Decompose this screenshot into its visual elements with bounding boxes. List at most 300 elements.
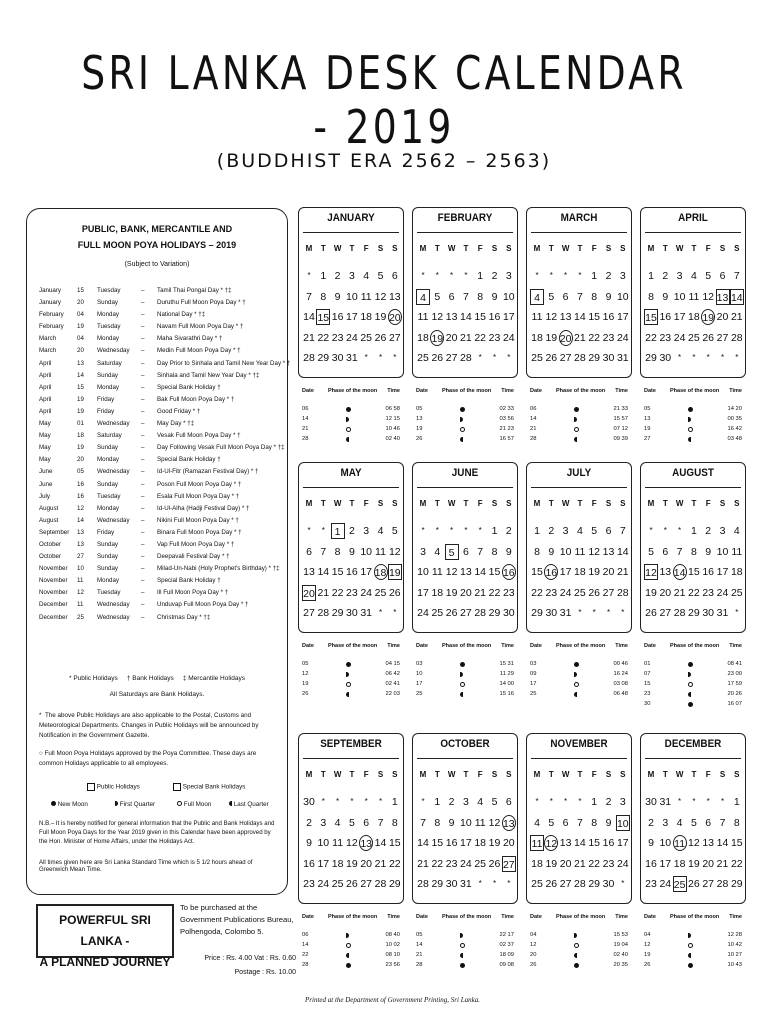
- weekday-label: F: [363, 770, 369, 779]
- weekday-label: T: [691, 770, 697, 779]
- weekday-label: W: [561, 244, 570, 253]
- weekday-header: [530, 770, 630, 782]
- moon-time: 16 42: [727, 426, 742, 432]
- empty-day: *: [649, 526, 653, 535]
- holiday-weekday: Tuesday: [97, 323, 121, 331]
- day-cell: 14: [474, 566, 487, 578]
- holiday-month: July: [39, 492, 51, 500]
- holiday-row: [39, 563, 284, 575]
- moon-date: 12: [530, 942, 537, 948]
- holiday-dash: –: [141, 347, 145, 355]
- day-cell: 15: [588, 837, 601, 849]
- weekday-label: S: [392, 244, 398, 253]
- full-moon-icon: [346, 943, 351, 948]
- day-cell: 28: [574, 878, 586, 890]
- holiday-dash: –: [141, 299, 145, 307]
- holiday-day: 01: [77, 420, 84, 428]
- slogan-box: [36, 904, 174, 969]
- day-cell: 26: [445, 607, 458, 619]
- purchase-info: To be purchased at the Government Publications Bureau, Polhengoda, Colombo 5.: [180, 903, 294, 936]
- moon-date: 14: [302, 942, 309, 948]
- moon-time: 15 16: [499, 691, 514, 697]
- empty-day: *: [549, 271, 553, 280]
- day-cell: 20: [659, 586, 672, 599]
- empty-day: *: [478, 526, 482, 535]
- day-cell: 4: [477, 796, 484, 808]
- holiday-row: [39, 515, 284, 527]
- moon-date-header: Date: [644, 643, 656, 649]
- day-cell: 17: [673, 311, 686, 323]
- weekday-label: M: [419, 499, 427, 508]
- moon-date: 20: [530, 952, 537, 958]
- weekday-header: [416, 770, 516, 782]
- holiday-day: 27: [77, 553, 84, 561]
- moon-date: 28: [302, 962, 309, 968]
- day-cell: 5: [434, 290, 441, 303]
- day-cell: 16: [602, 837, 615, 849]
- day-cell: 27: [559, 352, 572, 364]
- moon-date: 21: [530, 426, 537, 432]
- day-grid: [530, 794, 630, 894]
- moon-time-header: Time: [501, 388, 514, 394]
- moon-date: 30: [644, 701, 651, 707]
- moon-time: 08 41: [727, 661, 742, 667]
- day-cell: 15: [474, 311, 487, 323]
- moon-time: 02 40: [613, 952, 628, 958]
- day-cell: 27: [303, 607, 315, 619]
- day-cell: 15: [316, 309, 330, 325]
- day-cell: 22: [431, 857, 444, 870]
- day-cell: 1: [690, 525, 697, 537]
- weekday-label: T: [463, 499, 469, 508]
- empty-day: *: [578, 797, 582, 806]
- day-cell: 13: [659, 566, 672, 578]
- day-cell: 7: [576, 290, 583, 303]
- day-cell: 29: [688, 607, 700, 619]
- day-cell: 27: [502, 856, 516, 872]
- weekday-label: M: [305, 499, 313, 508]
- day-cell: 13: [716, 289, 730, 305]
- day-cell: 2: [705, 525, 712, 537]
- moon-date: 28: [530, 436, 537, 442]
- price-line: Price : Rs. 4.00 Vat : Rs. 0.60: [204, 955, 296, 962]
- new-moon-icon: [688, 963, 693, 968]
- day-cell: 24: [616, 857, 629, 870]
- legend-full-moon: Full Moon: [177, 801, 211, 808]
- day-cell: 11: [417, 311, 429, 323]
- day-cell: 11: [474, 816, 486, 829]
- day-cell: 11: [375, 545, 386, 558]
- weekday-label: F: [705, 770, 711, 779]
- holiday-dash: –: [141, 516, 145, 524]
- day-cell: 1: [591, 796, 598, 808]
- holiday-weekday: Wednesday: [97, 516, 130, 524]
- month-name: APRIL: [678, 212, 708, 224]
- holiday-day: 14: [77, 371, 84, 379]
- day-cell: 23: [488, 331, 501, 344]
- empty-day: *: [336, 797, 340, 806]
- holiday-row: [39, 442, 284, 454]
- day-cell: 14: [374, 837, 387, 849]
- day-cell: 5: [377, 270, 384, 282]
- moon-date-header: Date: [416, 388, 428, 394]
- moon-time: 22 03: [385, 691, 400, 697]
- day-cell: 26: [374, 331, 387, 344]
- weekday-header: [302, 244, 402, 256]
- month-card: [526, 733, 632, 904]
- day-cell: 12: [545, 311, 558, 323]
- holiday-dash: –: [141, 311, 145, 319]
- day-cell: 24: [417, 607, 429, 619]
- day-cell: 17: [417, 586, 429, 599]
- weekday-header: [644, 244, 744, 256]
- weekday-label: M: [305, 770, 313, 779]
- day-cell: 3: [562, 525, 569, 537]
- moon-date-header: Date: [530, 914, 542, 920]
- new-moon-icon: [574, 407, 579, 412]
- holiday-month: April: [39, 359, 52, 367]
- moon-date: 14: [302, 416, 309, 422]
- day-cell: 4: [416, 289, 430, 305]
- moon-time: 10 43: [727, 962, 742, 968]
- day-cell: 26: [388, 586, 401, 599]
- day-cell: 29: [331, 607, 344, 619]
- holiday-dash: –: [141, 528, 145, 536]
- empty-day: *: [421, 526, 425, 535]
- day-cell: 17: [559, 566, 572, 578]
- day-cell: 4: [576, 525, 583, 537]
- day-cell: 6: [363, 816, 370, 829]
- day-cell: 15: [588, 311, 601, 323]
- holiday-month: August: [39, 516, 59, 524]
- legend-bank: † Bank Holidays: [126, 675, 174, 682]
- weekday-label: M: [533, 770, 541, 779]
- empty-day: *: [421, 271, 425, 280]
- moon-date: 19: [644, 426, 651, 432]
- day-cell: 17: [716, 566, 729, 578]
- last-moon-icon: [460, 437, 463, 442]
- day-cell: 30: [303, 796, 315, 808]
- holiday-name: Vesak Full Moon Poya Day * †: [157, 432, 241, 440]
- empty-day: *: [450, 526, 454, 535]
- empty-day: *: [378, 797, 383, 806]
- empty-day: *: [378, 608, 383, 617]
- weekday-label: S: [392, 499, 398, 508]
- day-cell: 12: [388, 545, 401, 558]
- holiday-weekday: Monday: [97, 335, 120, 343]
- day-cell: 23: [659, 331, 672, 344]
- day-cell: 1: [648, 270, 654, 282]
- empty-day: *: [492, 879, 497, 888]
- weekday-label: T: [320, 499, 326, 508]
- holiday-dash: –: [141, 420, 145, 428]
- day-cell: 15: [644, 309, 658, 325]
- moon-time: 06 48: [613, 691, 628, 697]
- holiday-month: October: [39, 540, 62, 548]
- holiday-day: 15: [77, 287, 84, 294]
- printer-credit: Printed at the Department of Government Printing, Sri Lanka.: [305, 996, 480, 1004]
- day-cell: 6: [605, 525, 612, 537]
- page-subtitle: (BUDDHIST ERA 2562 – 2563): [216, 150, 552, 172]
- day-cell: 10: [616, 290, 629, 303]
- day-cell: 8: [591, 816, 598, 829]
- new-moon-icon: [460, 963, 465, 968]
- day-cell: 10: [460, 816, 472, 829]
- day-cell: 13: [602, 545, 615, 558]
- empty-day: *: [435, 271, 439, 280]
- day-cell: 5: [548, 290, 555, 303]
- day-cell: 28: [673, 607, 686, 619]
- day-cell: 30: [346, 607, 358, 619]
- note-public: * The above Public Holidays are also applicable to the Postal, Customs and Meteorological Departments. Changes in Public Holidays will be announced by Notification in the Government Gazette.: [39, 712, 259, 739]
- moon-date: 26: [644, 962, 651, 968]
- moon-date: 13: [416, 416, 423, 422]
- day-cell: 21: [574, 331, 586, 344]
- moon-phase-header: Phase of the moon: [328, 914, 378, 920]
- day-cell: 3: [348, 270, 355, 282]
- day-cell: 2: [448, 796, 455, 808]
- day-cell: 5: [348, 816, 355, 829]
- moon-time-header: Time: [729, 388, 742, 394]
- day-cell: 16: [346, 566, 358, 578]
- day-cell: 9: [605, 816, 612, 829]
- day-cell: 24: [559, 586, 572, 599]
- moon-phase-header: Phase of the moon: [556, 388, 606, 394]
- month-name: SEPTEMBER: [320, 738, 382, 750]
- day-cell: 16: [602, 311, 615, 323]
- month-card: [412, 207, 518, 378]
- day-cell: 24: [360, 586, 373, 599]
- day-cell: 3: [363, 525, 370, 537]
- first-moon-icon: [688, 417, 691, 422]
- holiday-list: [39, 285, 291, 624]
- empty-day: *: [478, 879, 482, 888]
- day-cell: 6: [448, 290, 455, 303]
- day-cell: 22: [331, 586, 344, 599]
- holiday-dash: –: [141, 565, 145, 573]
- holiday-month: November: [39, 565, 68, 573]
- day-cell: 20: [602, 566, 615, 578]
- last-moon-icon: [688, 437, 691, 442]
- weekday-label: F: [591, 770, 597, 779]
- month-name: DECEMBER: [664, 738, 722, 750]
- weekday-label: S: [719, 770, 726, 779]
- day-cell: 22: [588, 331, 601, 344]
- holiday-name: Esala Full Moon Poya Day * †: [157, 492, 240, 500]
- month-card: [640, 733, 746, 904]
- moon-date: 12: [302, 671, 309, 677]
- holiday-weekday: Sunday: [97, 480, 118, 488]
- day-cell: 13: [702, 837, 715, 849]
- empty-day: *: [549, 797, 553, 806]
- moon-date: 03: [416, 661, 423, 667]
- day-cell: 17: [360, 566, 373, 578]
- day-grid: [530, 523, 630, 623]
- weekday-label: F: [591, 499, 597, 508]
- note-poya: ○ Full Moon Poya Holidays approved by the Poya Committee. These days are common Holidays applicable to all employees.: [39, 750, 257, 767]
- holiday-name: Day Following Vesak Full Moon Poya Day * †‡: [157, 444, 285, 452]
- holiday-weekday: Saturday: [97, 359, 122, 367]
- month-card: [640, 207, 746, 378]
- empty-day: *: [478, 353, 482, 362]
- holiday-weekday: Sunday: [97, 299, 118, 307]
- full-moon-icon: [574, 943, 579, 948]
- day-cell: 26: [545, 878, 558, 890]
- day-cell: 13: [445, 311, 458, 323]
- day-cell: 9: [491, 290, 498, 303]
- holiday-row: [39, 321, 284, 333]
- day-cell: 28: [730, 331, 743, 344]
- month-name: OCTOBER: [440, 738, 490, 750]
- day-cell: 11: [530, 835, 544, 851]
- empty-day: *: [464, 271, 468, 280]
- moon-time-header: Time: [729, 643, 742, 649]
- day-grid: [644, 794, 744, 894]
- empty-day: *: [692, 353, 696, 362]
- full-moon-icon: [346, 427, 351, 432]
- weekday-label: S: [719, 244, 726, 253]
- day-cell: 2: [605, 796, 612, 808]
- day-cell: 25: [417, 352, 429, 364]
- empty-day: *: [535, 271, 539, 280]
- weekday-header: [416, 499, 516, 511]
- holiday-row: [39, 587, 284, 599]
- moon-phase-table: [526, 388, 630, 458]
- holiday-month: December: [39, 601, 68, 609]
- day-cell: 18: [417, 331, 429, 344]
- holiday-weekday: Monday: [97, 383, 120, 391]
- holiday-month: April: [39, 383, 52, 391]
- moon-time: 08 40: [385, 932, 400, 938]
- holiday-dash: –: [141, 432, 145, 440]
- day-cell: 5: [548, 816, 555, 829]
- holiday-name: Bak Full Moon Poya Day * †: [157, 395, 235, 403]
- day-cell: 31: [659, 796, 672, 808]
- day-cell: 6: [505, 796, 512, 808]
- day-cell: 20: [302, 585, 316, 601]
- holiday-row: [39, 394, 284, 406]
- last-moon-icon: [688, 953, 691, 958]
- moon-phase-table: [640, 914, 744, 984]
- weekday-label: S: [605, 244, 612, 253]
- holiday-day: 13: [77, 528, 84, 536]
- day-cell: 1: [733, 796, 740, 808]
- day-cell: 6: [562, 816, 569, 829]
- moon-phase-table: [526, 914, 630, 984]
- day-cell: 29: [431, 878, 444, 890]
- day-cell: 18: [474, 837, 487, 849]
- weekday-label: T: [463, 244, 469, 253]
- last-moon-icon: [460, 692, 463, 697]
- day-cell: 28: [317, 607, 330, 619]
- last-moon-icon: [460, 953, 463, 958]
- month-name: MARCH: [560, 212, 598, 224]
- holiday-name: Id-Ul-Fitr (Ramazan Festival Day) * †: [157, 468, 259, 476]
- moon-time: 00 46: [613, 661, 628, 667]
- weekday-label: T: [577, 499, 583, 508]
- holiday-row: [39, 309, 284, 321]
- holiday-month: September: [39, 528, 70, 536]
- weekday-label: T: [548, 244, 554, 253]
- day-grid: [644, 523, 744, 623]
- legend-new-moon: New Moon: [51, 801, 88, 808]
- month-name: AUGUST: [672, 467, 714, 479]
- weekday-label: S: [734, 770, 740, 779]
- full-moon-icon: [688, 682, 693, 687]
- holidays-heading-line2: FULL MOON POYA HOLIDAYS – 2019: [77, 240, 237, 250]
- moon-time: 03 08: [613, 681, 628, 687]
- moon-time: 02 40: [385, 436, 400, 442]
- holiday-day: 13: [77, 540, 84, 548]
- day-cell: 1: [391, 796, 398, 808]
- day-cell: 20: [716, 311, 729, 323]
- day-cell: 4: [690, 270, 697, 282]
- day-cell: 1: [331, 523, 345, 539]
- day-cell: 16: [645, 857, 657, 870]
- holiday-weekday: Wednesday: [97, 347, 130, 355]
- empty-day: *: [578, 608, 582, 617]
- note-public-text: The above Public Holidays are also applicable to the Postal, Customs and Meteorological Departments. Changes in Public Holidays will be announced by Notification in the Government Gazette.: [39, 712, 259, 739]
- moon-date-header: Date: [302, 914, 314, 920]
- day-cell: 8: [690, 545, 697, 558]
- legend-box-special: Special Bank Holidays: [173, 783, 245, 791]
- moon-phase-table: [412, 643, 516, 713]
- holiday-dash: –: [141, 577, 145, 585]
- holiday-day: 10: [77, 565, 84, 573]
- empty-day: *: [564, 271, 568, 280]
- month-title-rule: [417, 487, 513, 488]
- holiday-dash: –: [141, 504, 145, 512]
- moon-phase-header: Phase of the moon: [328, 643, 378, 649]
- empty-day: *: [507, 879, 511, 888]
- day-cell: 6: [705, 816, 712, 829]
- day-cell: 30: [502, 607, 515, 619]
- moon-time-header: Time: [387, 643, 400, 649]
- day-cell: 29: [531, 607, 543, 619]
- day-cell: 15: [331, 566, 344, 578]
- holiday-month: April: [39, 371, 52, 379]
- day-cell: 25: [431, 607, 444, 619]
- empty-day: *: [621, 879, 625, 888]
- holiday-month: March: [39, 347, 57, 355]
- month-name: MAY: [340, 467, 362, 479]
- moon-time: 00 35: [727, 416, 742, 422]
- holiday-dash: –: [141, 444, 145, 452]
- holiday-dash: –: [141, 589, 145, 597]
- day-cell: 21: [474, 586, 487, 599]
- day-cell: 11: [574, 545, 586, 558]
- holiday-weekday: Friday: [97, 528, 115, 536]
- holiday-row: [39, 454, 284, 466]
- holiday-month: June: [39, 480, 53, 488]
- day-cell: 24: [673, 331, 686, 344]
- day-cell: 14: [730, 289, 744, 305]
- empty-day: *: [307, 526, 311, 535]
- day-cell: 3: [719, 525, 726, 537]
- holiday-day: 12: [77, 589, 84, 597]
- day-cell: 3: [320, 816, 327, 829]
- new-moon-icon: [346, 407, 351, 412]
- holiday-day: 15: [77, 383, 84, 391]
- day-cell: 7: [619, 525, 626, 537]
- month-title-rule: [417, 232, 513, 233]
- day-cell: 22: [730, 857, 743, 870]
- day-cell: 8: [733, 816, 740, 829]
- moon-time: 18 09: [499, 952, 514, 958]
- moon-time-header: Time: [501, 914, 514, 920]
- new-moon-icon: [460, 407, 465, 412]
- day-cell: 21: [303, 331, 315, 344]
